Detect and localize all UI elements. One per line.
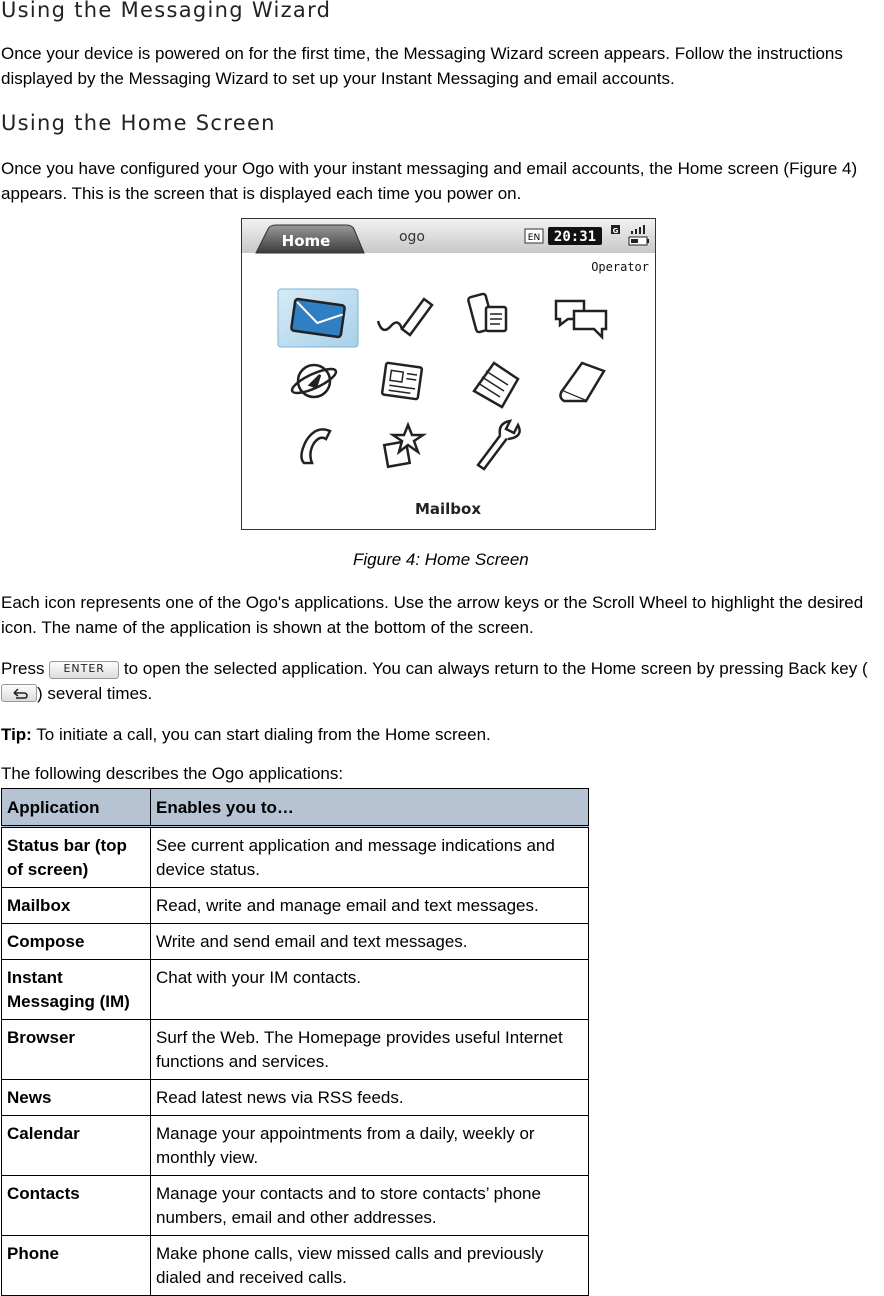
selected-app-label: Mailbox: [414, 500, 482, 518]
operator-label: Operator: [591, 260, 649, 274]
brand-label: ogo: [398, 229, 426, 245]
chat-bubbles-icon[interactable]: [556, 301, 606, 337]
battery-icon: [629, 237, 649, 245]
table-row: [2, 1176, 589, 1236]
app-name: Browser: [2, 1020, 151, 1080]
app-description: Write and send email and text messages.: [151, 924, 589, 960]
header-enables: Enables you to…: [151, 789, 589, 827]
press-text-middle: to open the selected application. You can always return to the Home screen by pressing Back key (: [119, 659, 868, 678]
mailbox-icon[interactable]: [291, 299, 345, 338]
app-name: Contacts: [2, 1176, 151, 1236]
app-name: Status bar (top of screen): [2, 827, 151, 888]
paragraph-messaging-wizard: Once your device is powered on for the first time, the Messaging Wizard screen appears. Follow the instructions displayed by the Messaging Wizard to set up your Instant Messaging and email accounts.: [1, 44, 843, 88]
calendar-icon[interactable]: [474, 363, 518, 407]
network-label: G: [612, 227, 619, 235]
press-text-after: ) several times.: [37, 684, 153, 703]
app-name: News: [2, 1080, 151, 1116]
browser-icon[interactable]: [289, 365, 338, 398]
paragraph-home-screen: Once you have configured your Ogo with your instant messaging and email accounts, the Home screen (Figure 4) appears. This is the screen that is displayed each time you power on.: [1, 159, 858, 203]
favorites-icon[interactable]: [384, 425, 423, 467]
app-name: Instant Messaging (IM): [2, 960, 151, 1020]
contacts-icon[interactable]: [560, 363, 604, 401]
settings-wrench-icon[interactable]: [478, 421, 520, 469]
table-row: [2, 1116, 589, 1176]
app-description: Manage your contacts and to store contacts’ phone numbers, email and other addresses.: [151, 1176, 589, 1236]
app-name: Phone: [2, 1236, 151, 1296]
table-row: [2, 960, 589, 1020]
figure-caption: Figure 4: Home Screen: [353, 550, 529, 569]
app-description: Read, write and manage email and text messages.: [151, 888, 589, 924]
back-key-icon: [1, 684, 37, 702]
app-name: Compose: [2, 924, 151, 960]
table-row: [2, 1020, 589, 1080]
compose-icon[interactable]: [378, 299, 432, 335]
instant-messaging-icon[interactable]: [468, 293, 506, 332]
app-description: Manage your appointments from a daily, weekly or monthly view.: [151, 1116, 589, 1176]
tip-label: Tip:: [1, 725, 32, 744]
press-text-before: Press: [1, 659, 50, 678]
app-description: Make phone calls, view missed calls and previously dialed and received calls.: [151, 1236, 589, 1296]
heading-messaging-wizard: Using the Messaging Wizard: [1, 0, 332, 22]
table-row: [2, 888, 589, 924]
applications-table: [1, 788, 589, 1296]
clock-time: 20:31: [553, 229, 597, 245]
home-tab-label: Home: [281, 232, 331, 250]
heading-home-screen: Using the Home Screen: [1, 111, 276, 135]
app-description: See current application and message indications and device status.: [151, 827, 589, 888]
tip-text: To initiate a call, you can start dialing from the Home screen.: [31, 725, 491, 744]
applications-intro: The following describes the Ogo applications:: [1, 764, 344, 783]
table-row: [2, 827, 589, 888]
table-row: [2, 924, 589, 960]
paragraph-press: [1, 656, 884, 706]
home-screen-figure: [241, 218, 656, 530]
app-description: Chat with your IM contacts.: [151, 960, 589, 1020]
language-label: EN: [527, 233, 541, 243]
tip-paragraph: [1, 722, 884, 747]
news-icon[interactable]: [382, 363, 422, 400]
header-application: Application: [2, 789, 151, 827]
app-name: Calendar: [2, 1116, 151, 1176]
home-screen-illustration: [242, 219, 655, 529]
app-name: Mailbox: [2, 888, 151, 924]
enter-key-icon: ENTER: [49, 661, 119, 679]
app-description: Surf the Web. The Homepage provides useful Internet functions and services.: [151, 1020, 589, 1080]
table-header-row: [2, 789, 589, 827]
table-row: [2, 1080, 589, 1116]
paragraph-icons: Each icon represents one of the Ogo's applications. Use the arrow keys or the Scroll Wheel to highlight the desired icon. The name of the application is shown at the bottom of the screen.: [1, 593, 864, 637]
phone-icon[interactable]: [301, 429, 330, 463]
app-description: Read latest news via RSS feeds.: [151, 1080, 589, 1116]
